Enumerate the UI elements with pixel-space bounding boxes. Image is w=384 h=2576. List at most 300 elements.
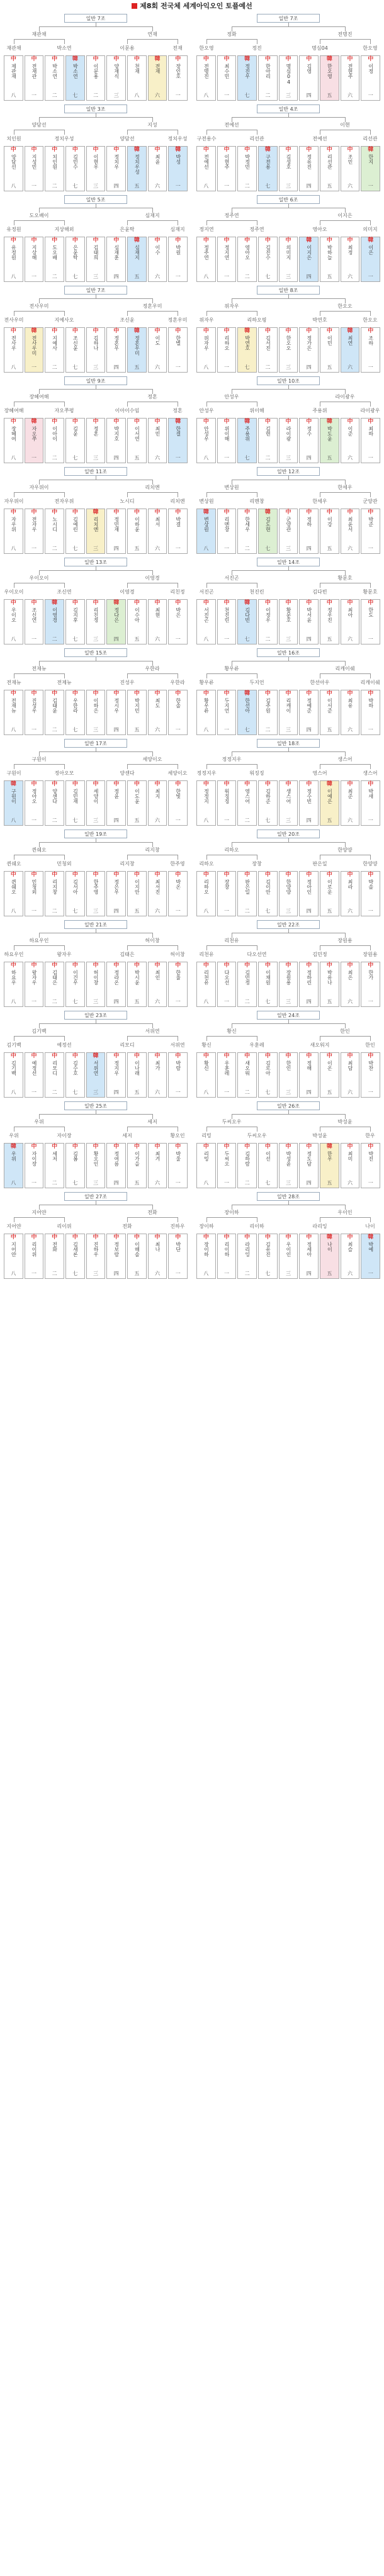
player-card[interactable] xyxy=(299,237,319,282)
player-card[interactable] xyxy=(148,1143,167,1188)
player-card[interactable] xyxy=(4,1143,23,1188)
player-card[interactable] xyxy=(4,780,23,826)
player-card[interactable] xyxy=(217,690,237,735)
player-card[interactable] xyxy=(65,1234,85,1279)
player-card[interactable] xyxy=(148,418,167,463)
player-card[interactable] xyxy=(258,418,278,463)
player-card[interactable] xyxy=(106,509,126,554)
player-card[interactable] xyxy=(65,780,85,826)
player-card[interactable] xyxy=(237,1052,257,1098)
player-card[interactable] xyxy=(299,1143,319,1188)
player-card[interactable] xyxy=(148,690,167,735)
player-card[interactable] xyxy=(237,1234,257,1279)
player-card[interactable] xyxy=(127,962,147,1007)
bracket-winner-label: 정치우성 xyxy=(167,136,188,142)
player-card[interactable] xyxy=(258,146,278,191)
player-card[interactable] xyxy=(361,509,380,554)
player-card[interactable] xyxy=(258,327,278,373)
player-card[interactable] xyxy=(25,418,44,463)
player-card[interactable] xyxy=(237,871,257,916)
player-card[interactable] xyxy=(196,418,216,463)
group-title: 일반 17조 xyxy=(64,739,127,748)
player-card[interactable] xyxy=(45,237,64,282)
player-card[interactable] xyxy=(341,1052,360,1098)
country-mark: 中 xyxy=(203,1234,209,1240)
player-card[interactable] xyxy=(168,871,188,916)
player-card[interactable] xyxy=(217,418,237,463)
player-card[interactable] xyxy=(217,146,237,191)
player-card[interactable] xyxy=(148,509,167,554)
player-card[interactable] xyxy=(299,1234,319,1279)
player-card[interactable] xyxy=(86,780,106,826)
player-card[interactable] xyxy=(196,1234,216,1279)
player-card[interactable] xyxy=(106,146,126,191)
country-mark: 中 xyxy=(285,600,291,606)
bracket-winner-label: 정지연 xyxy=(199,227,214,232)
player-card[interactable] xyxy=(361,327,380,373)
player-card[interactable] xyxy=(258,690,278,735)
player-card[interactable] xyxy=(196,237,216,282)
player-card[interactable] xyxy=(86,509,106,554)
player-card[interactable] xyxy=(148,962,167,1007)
player-cards xyxy=(4,1143,188,1188)
player-card[interactable] xyxy=(45,690,64,735)
bracket-line xyxy=(39,117,40,122)
player-card[interactable] xyxy=(127,1052,147,1098)
player-card[interactable] xyxy=(86,1143,106,1188)
player-card[interactable] xyxy=(196,962,216,1007)
player-card[interactable] xyxy=(168,1052,188,1098)
bracket-winner-label: 전사우미 xyxy=(29,303,49,309)
player-card[interactable] xyxy=(320,1234,339,1279)
country-mark: 中 xyxy=(72,872,78,878)
player-card[interactable] xyxy=(361,962,380,1007)
player-card[interactable] xyxy=(65,962,85,1007)
player-card[interactable] xyxy=(148,55,167,101)
player-card[interactable] xyxy=(148,1234,167,1279)
player-card[interactable] xyxy=(258,599,278,644)
country-mark: 中 xyxy=(93,962,99,969)
player-card[interactable] xyxy=(65,1052,85,1098)
player-card[interactable] xyxy=(106,599,126,644)
player-card[interactable] xyxy=(168,327,188,373)
player-card[interactable] xyxy=(106,55,126,101)
player-card[interactable] xyxy=(217,1143,237,1188)
player-card[interactable] xyxy=(361,780,380,826)
player-card[interactable] xyxy=(279,55,298,101)
player-card[interactable] xyxy=(299,962,319,1007)
player-card[interactable] xyxy=(299,1052,319,1098)
player-card[interactable] xyxy=(299,599,319,644)
country-mark: 中 xyxy=(368,872,374,878)
player-card[interactable] xyxy=(106,690,126,735)
player-card[interactable] xyxy=(148,327,167,373)
player-card[interactable] xyxy=(86,237,106,282)
player-card[interactable] xyxy=(217,871,237,916)
player-card[interactable] xyxy=(4,962,23,1007)
player-card[interactable] xyxy=(4,1234,23,1279)
player-card[interactable] xyxy=(299,871,319,916)
player-card[interactable] xyxy=(279,780,298,826)
player-card[interactable] xyxy=(86,418,106,463)
player-card[interactable] xyxy=(4,1052,23,1098)
player-card[interactable] xyxy=(341,1143,360,1188)
player-card[interactable] xyxy=(196,55,216,101)
bracket-winner-label: 진하우 xyxy=(170,1223,185,1229)
bracket-line xyxy=(370,673,371,678)
player-card[interactable] xyxy=(279,418,298,463)
player-card[interactable] xyxy=(320,418,339,463)
player-card[interactable] xyxy=(217,780,237,826)
player-card[interactable] xyxy=(4,55,23,101)
player-card[interactable] xyxy=(341,327,360,373)
player-card[interactable] xyxy=(237,327,257,373)
player-card[interactable] xyxy=(258,1143,278,1188)
player-card[interactable] xyxy=(196,1143,216,1188)
player-card[interactable] xyxy=(361,146,380,191)
player-card[interactable] xyxy=(148,237,167,282)
player-card[interactable] xyxy=(168,1143,188,1188)
player-card[interactable] xyxy=(196,146,216,191)
player-card[interactable] xyxy=(4,509,23,554)
player-card[interactable] xyxy=(168,55,188,101)
player-card[interactable] xyxy=(320,237,339,282)
player-card[interactable] xyxy=(148,146,167,191)
group-section xyxy=(194,195,383,283)
player-card[interactable] xyxy=(45,1143,64,1188)
player-card[interactable] xyxy=(127,1234,147,1279)
bracket-line xyxy=(206,945,207,950)
player-card[interactable] xyxy=(25,327,44,373)
player-card[interactable] xyxy=(148,780,167,826)
player-card[interactable] xyxy=(361,871,380,916)
player-card[interactable] xyxy=(25,1234,44,1279)
player-card[interactable] xyxy=(299,780,319,826)
player-card[interactable] xyxy=(25,780,44,826)
bracket-line xyxy=(345,480,346,485)
player-card[interactable] xyxy=(341,418,360,463)
bracket-winner-label: 리모디 xyxy=(120,1042,135,1048)
player-card[interactable] xyxy=(361,599,380,644)
player-card[interactable] xyxy=(237,146,257,191)
player-card[interactable] xyxy=(279,962,298,1007)
player-card[interactable] xyxy=(299,690,319,735)
player-card[interactable] xyxy=(279,599,298,644)
player-card[interactable] xyxy=(168,962,188,1007)
player-card[interactable] xyxy=(279,327,298,373)
player-card[interactable] xyxy=(258,509,278,554)
player-card[interactable] xyxy=(45,962,64,1007)
player-card[interactable] xyxy=(4,327,23,373)
player-card[interactable] xyxy=(258,1234,278,1279)
player-card[interactable] xyxy=(86,55,106,101)
player-card[interactable] xyxy=(320,599,339,644)
player-card[interactable] xyxy=(361,418,380,463)
player-card[interactable] xyxy=(299,146,319,191)
player-card[interactable] xyxy=(341,871,360,916)
player-card[interactable] xyxy=(341,1234,360,1279)
player-name: 리하오 xyxy=(203,879,210,894)
player-card[interactable] xyxy=(45,146,64,191)
player-card[interactable] xyxy=(25,146,44,191)
player-card[interactable] xyxy=(45,599,64,644)
player-card[interactable] xyxy=(106,1234,126,1279)
player-name: 박은 xyxy=(175,607,181,617)
player-card[interactable] xyxy=(341,237,360,282)
player-card[interactable] xyxy=(4,237,23,282)
player-rank: 四 xyxy=(306,636,312,642)
player-card[interactable] xyxy=(299,327,319,373)
player-card[interactable] xyxy=(106,962,126,1007)
player-rank: 五 xyxy=(327,364,332,370)
player-card[interactable] xyxy=(196,1052,216,1098)
player-card[interactable] xyxy=(86,599,106,644)
player-card[interactable] xyxy=(196,509,216,554)
player-card[interactable] xyxy=(127,599,147,644)
player-card[interactable] xyxy=(86,871,106,916)
player-card[interactable] xyxy=(168,599,188,644)
player-card[interactable] xyxy=(361,237,380,282)
player-card[interactable] xyxy=(86,962,106,1007)
player-card[interactable] xyxy=(196,780,216,826)
player-card[interactable] xyxy=(45,871,64,916)
player-card[interactable] xyxy=(45,1052,64,1098)
player-card[interactable] xyxy=(320,146,339,191)
player-card[interactable] xyxy=(320,55,339,101)
player-card[interactable] xyxy=(168,146,188,191)
player-card[interactable] xyxy=(168,780,188,826)
player-card[interactable] xyxy=(45,509,64,554)
player-rank: 一 xyxy=(31,455,37,461)
bracket-line xyxy=(39,26,40,31)
bracket-winner-label: 워징징 xyxy=(249,770,264,776)
player-card[interactable] xyxy=(320,871,339,916)
bracket-line xyxy=(232,389,345,390)
player-card[interactable] xyxy=(65,55,85,101)
player-card[interactable] xyxy=(127,146,147,191)
player-card[interactable] xyxy=(237,418,257,463)
player-card[interactable] xyxy=(25,962,44,1007)
player-card[interactable] xyxy=(45,1234,64,1279)
player-card[interactable] xyxy=(341,509,360,554)
player-card[interactable] xyxy=(86,146,106,191)
player-card[interactable] xyxy=(4,599,23,644)
player-card[interactable] xyxy=(237,55,257,101)
player-card[interactable] xyxy=(237,237,257,282)
player-card[interactable] xyxy=(361,1143,380,1188)
player-name: 라리잉 xyxy=(244,1242,251,1257)
player-card[interactable] xyxy=(127,690,147,735)
player-card[interactable] xyxy=(279,871,298,916)
player-card[interactable] xyxy=(341,146,360,191)
player-card[interactable] xyxy=(320,327,339,373)
player-card[interactable] xyxy=(106,1143,126,1188)
player-card[interactable] xyxy=(258,962,278,1007)
player-card[interactable] xyxy=(217,55,237,101)
player-card[interactable] xyxy=(279,1234,298,1279)
player-card[interactable] xyxy=(45,780,64,826)
player-card[interactable] xyxy=(258,1052,278,1098)
player-card[interactable] xyxy=(258,780,278,826)
player-card[interactable] xyxy=(86,1052,106,1098)
player-card[interactable] xyxy=(148,1052,167,1098)
player-card[interactable] xyxy=(25,599,44,644)
player-card[interactable] xyxy=(65,418,85,463)
player-card[interactable] xyxy=(25,509,44,554)
player-card[interactable] xyxy=(65,237,85,282)
player-card[interactable] xyxy=(4,418,23,463)
player-card[interactable] xyxy=(127,509,147,554)
player-card[interactable] xyxy=(148,871,167,916)
player-card[interactable] xyxy=(237,690,257,735)
player-card[interactable] xyxy=(299,418,319,463)
player-card[interactable] xyxy=(25,690,44,735)
player-card[interactable] xyxy=(127,1143,147,1188)
player-card[interactable] xyxy=(25,55,44,101)
player-rank: 五 xyxy=(134,818,140,823)
player-card[interactable] xyxy=(4,871,23,916)
player-card[interactable] xyxy=(25,1143,44,1188)
player-card[interactable] xyxy=(279,509,298,554)
player-card[interactable] xyxy=(86,1234,106,1279)
country-mark: 中 xyxy=(285,1053,291,1059)
player-card[interactable] xyxy=(45,327,64,373)
player-card[interactable] xyxy=(65,509,85,554)
player-name: 지성민 xyxy=(31,154,37,169)
player-card[interactable] xyxy=(196,871,216,916)
player-card[interactable] xyxy=(217,962,237,1007)
player-card[interactable] xyxy=(106,1052,126,1098)
country-mark: 中 xyxy=(10,56,16,62)
player-card[interactable] xyxy=(25,237,44,282)
player-card[interactable] xyxy=(127,327,147,373)
bracket-line xyxy=(39,298,152,299)
player-card[interactable] xyxy=(341,962,360,1007)
player-card[interactable] xyxy=(299,55,319,101)
player-rank: 七 xyxy=(244,727,250,733)
player-card[interactable] xyxy=(45,418,64,463)
player-card[interactable] xyxy=(168,509,188,554)
player-card[interactable] xyxy=(320,1143,339,1188)
player-card[interactable] xyxy=(279,690,298,735)
player-card[interactable] xyxy=(86,690,106,735)
player-card[interactable] xyxy=(279,237,298,282)
player-card[interactable] xyxy=(361,1234,380,1279)
player-card[interactable] xyxy=(106,418,126,463)
player-rank: 四 xyxy=(113,908,119,914)
player-card[interactable] xyxy=(279,1052,298,1098)
player-card[interactable] xyxy=(25,871,44,916)
player-card[interactable] xyxy=(237,599,257,644)
player-card[interactable] xyxy=(279,1143,298,1188)
bracket-line xyxy=(152,26,153,31)
player-card[interactable] xyxy=(4,690,23,735)
group-title: 일반 14조 xyxy=(257,558,320,566)
player-card[interactable] xyxy=(65,327,85,373)
bracket-line xyxy=(64,855,65,860)
player-card[interactable] xyxy=(299,509,319,554)
player-card[interactable] xyxy=(341,599,360,644)
player-card[interactable] xyxy=(65,599,85,644)
player-card[interactable] xyxy=(196,599,216,644)
player-card[interactable] xyxy=(65,1143,85,1188)
player-card[interactable] xyxy=(279,146,298,191)
player-card[interactable] xyxy=(127,55,147,101)
player-rank: 八 xyxy=(203,908,209,914)
player-card[interactable] xyxy=(361,55,380,101)
player-rank: 四 xyxy=(113,1271,119,1276)
player-card[interactable] xyxy=(217,599,237,644)
player-card[interactable] xyxy=(196,327,216,373)
player-card[interactable] xyxy=(127,237,147,282)
player-name: 정하 xyxy=(306,517,312,527)
player-card[interactable] xyxy=(217,1052,237,1098)
player-card[interactable] xyxy=(217,1234,237,1279)
player-card[interactable] xyxy=(45,55,64,101)
player-card[interactable] xyxy=(217,237,237,282)
player-card[interactable] xyxy=(196,690,216,735)
player-card[interactable] xyxy=(127,871,147,916)
player-card[interactable] xyxy=(86,327,106,373)
player-card[interactable] xyxy=(168,237,188,282)
player-rank: 二 xyxy=(265,727,271,733)
player-name: 새오워 xyxy=(244,1060,251,1076)
player-card[interactable] xyxy=(65,690,85,735)
player-card[interactable] xyxy=(217,509,237,554)
player-card[interactable] xyxy=(148,599,167,644)
player-card[interactable] xyxy=(65,871,85,916)
player-card[interactable] xyxy=(320,509,339,554)
player-card[interactable] xyxy=(25,1052,44,1098)
player-card[interactable] xyxy=(237,780,257,826)
player-card[interactable] xyxy=(341,780,360,826)
bracket-line xyxy=(152,751,153,756)
player-card[interactable] xyxy=(4,146,23,191)
player-card[interactable] xyxy=(237,1143,257,1188)
player-card[interactable] xyxy=(106,780,126,826)
player-card[interactable] xyxy=(237,509,257,554)
country-mark: 中 xyxy=(285,781,291,787)
player-card[interactable] xyxy=(320,690,339,735)
player-card[interactable] xyxy=(258,55,278,101)
player-card[interactable] xyxy=(127,418,147,463)
player-rank: 七 xyxy=(72,818,78,823)
player-card[interactable] xyxy=(320,780,339,826)
player-card[interactable] xyxy=(127,780,147,826)
player-card[interactable] xyxy=(258,871,278,916)
player-card[interactable] xyxy=(217,327,237,373)
player-card[interactable] xyxy=(237,962,257,1007)
player-card[interactable] xyxy=(341,55,360,101)
player-card[interactable] xyxy=(106,871,126,916)
player-card[interactable] xyxy=(320,1052,339,1098)
bracket-line xyxy=(370,1127,371,1132)
player-card[interactable] xyxy=(361,1052,380,1098)
player-card[interactable] xyxy=(168,418,188,463)
player-card[interactable] xyxy=(168,690,188,735)
player-card[interactable] xyxy=(320,962,339,1007)
player-card[interactable] xyxy=(258,237,278,282)
player-card[interactable] xyxy=(106,327,126,373)
player-name: 이문용 xyxy=(93,64,99,79)
player-name: 박찬 xyxy=(368,1060,374,1071)
country-mark: 中 xyxy=(93,1144,99,1150)
player-card[interactable] xyxy=(65,146,85,191)
player-card[interactable] xyxy=(341,690,360,735)
player-card[interactable] xyxy=(168,1234,188,1279)
player-card[interactable] xyxy=(106,237,126,282)
player-card[interactable] xyxy=(361,690,380,735)
